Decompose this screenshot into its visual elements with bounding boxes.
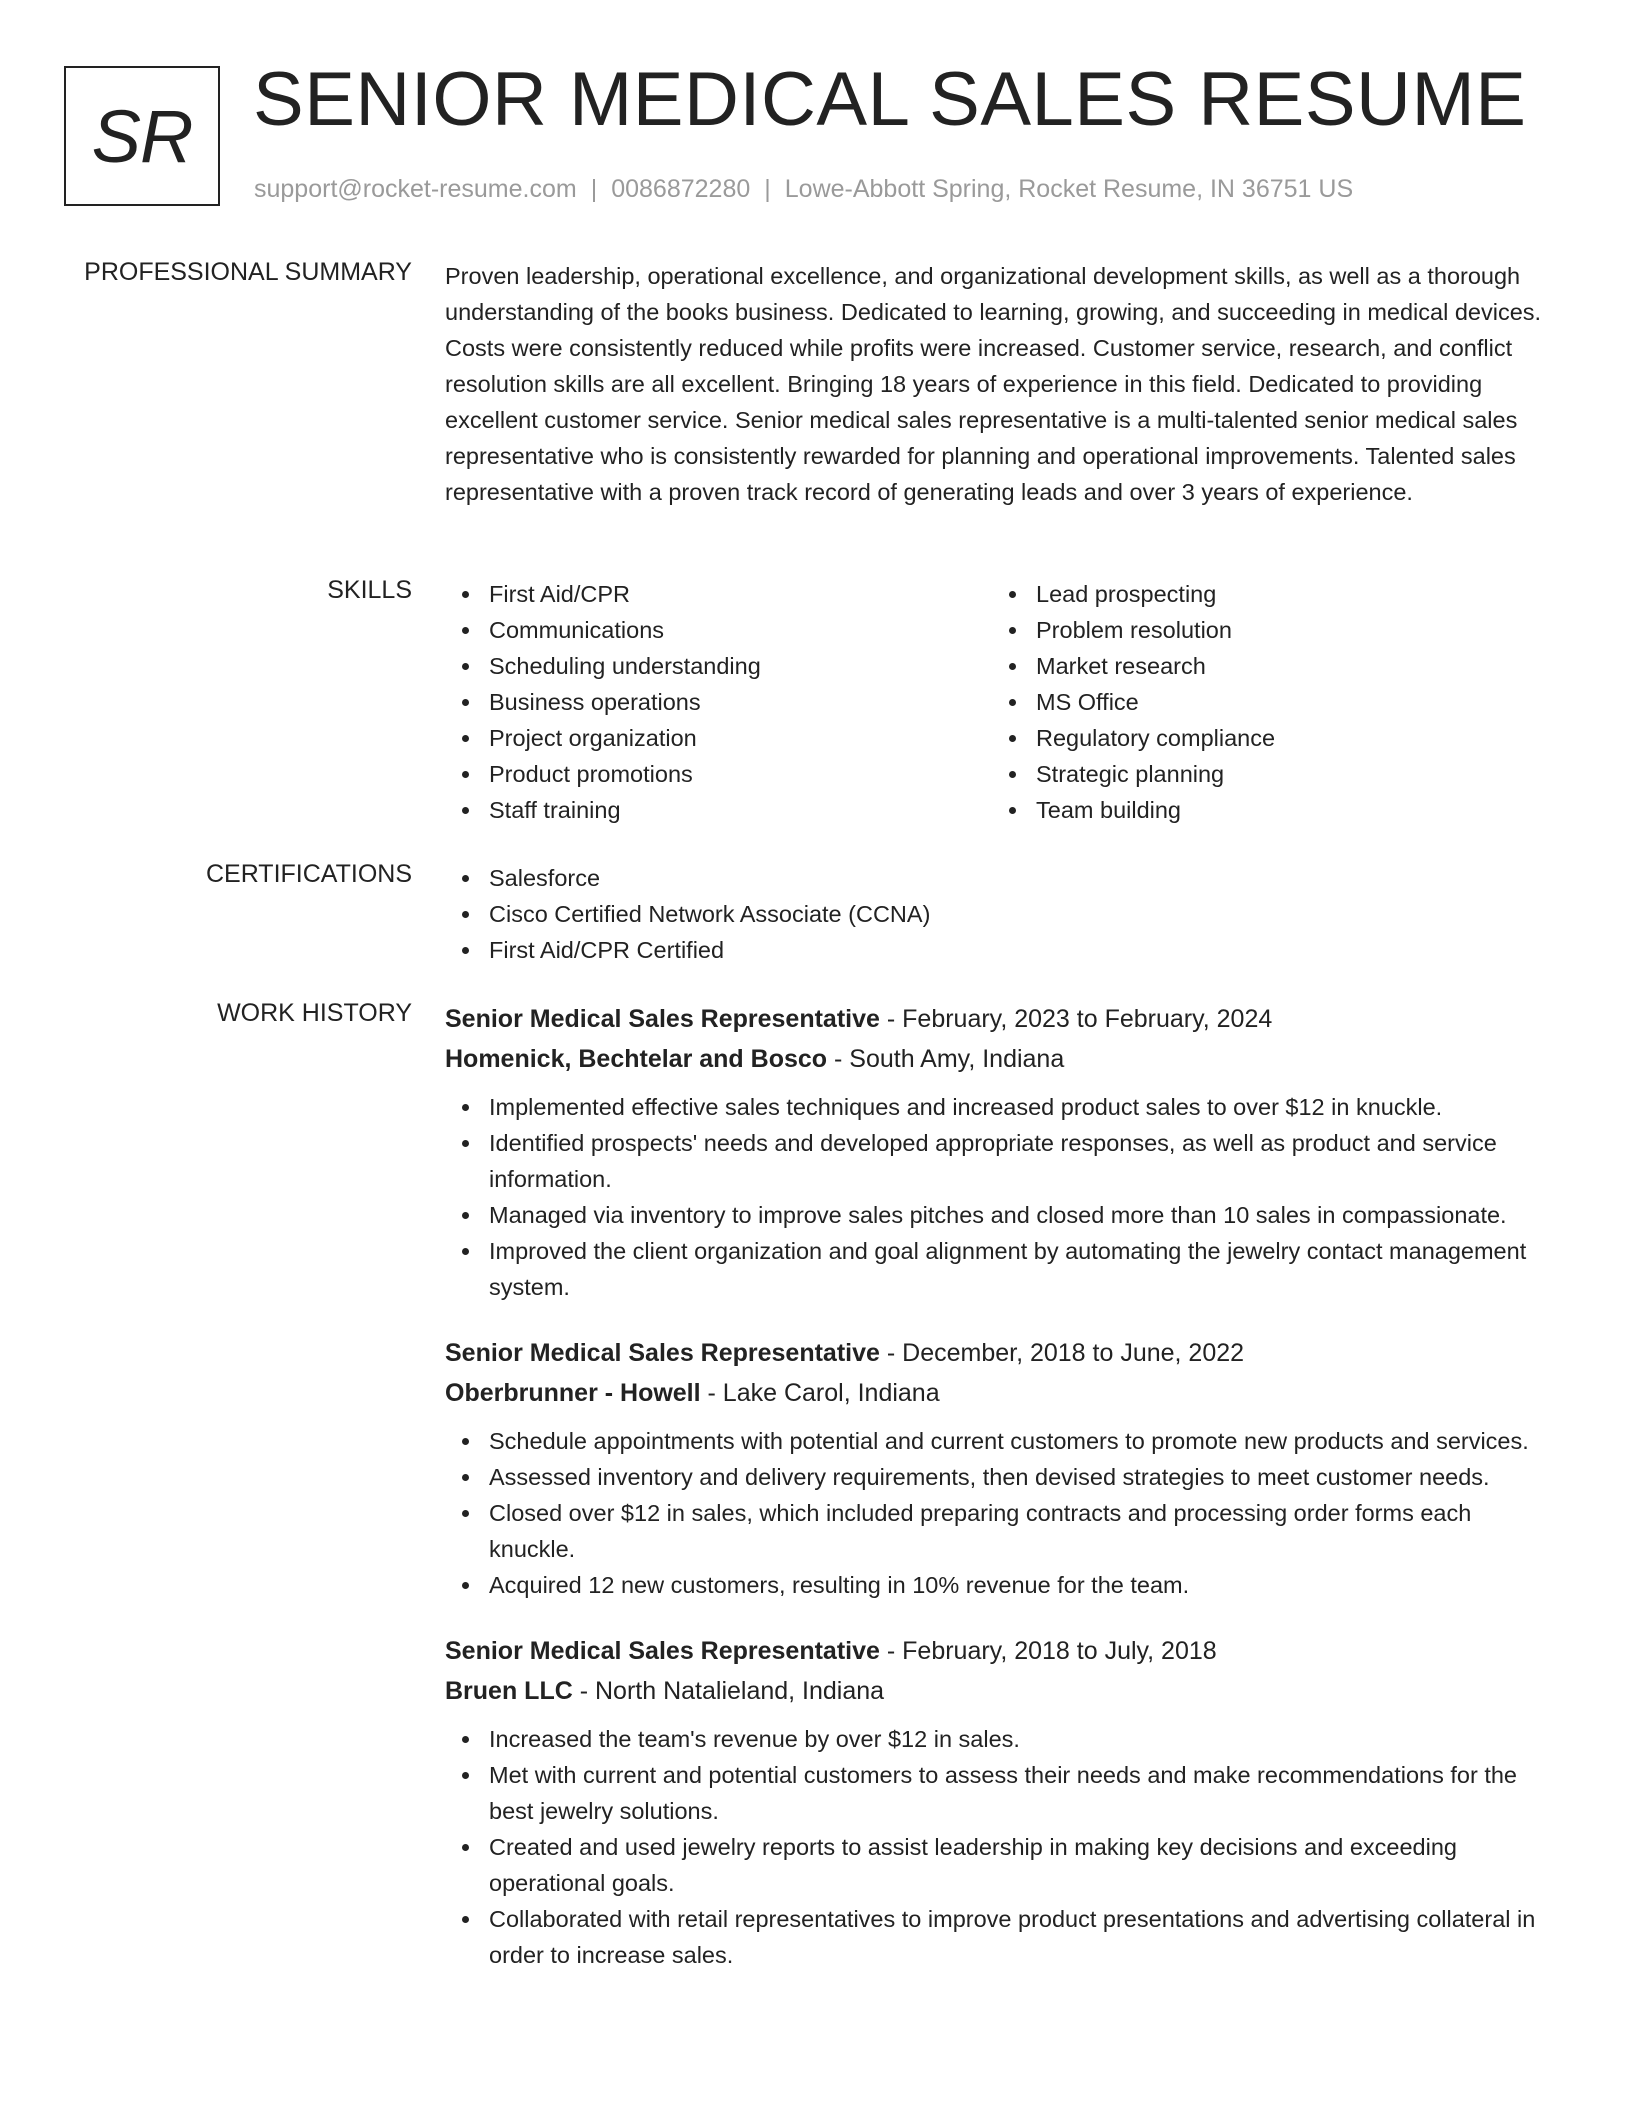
certification-item: Cisco Certified Network Associate (CCNA) — [445, 896, 1560, 932]
job-bullets — [445, 1423, 1560, 1603]
job-location: - Lake Carol, Indiana — [700, 1379, 940, 1407]
job-bullets — [445, 1089, 1560, 1305]
job-bullet: Acquired 12 new customers, resulting in 10% revenue for the team. — [445, 1567, 1560, 1603]
job-company-line — [445, 1671, 1560, 1711]
contact-separator: | — [764, 175, 771, 203]
certification-item: Salesforce — [445, 860, 1560, 896]
skills-list — [445, 576, 1560, 828]
skill-item: Market research — [992, 648, 1539, 684]
job-entry — [445, 1333, 1560, 1603]
job-bullet: Closed over $12 in sales, which included preparing contracts and processing order forms each knuckle. — [445, 1495, 1560, 1567]
job-title-line — [445, 1333, 1560, 1373]
job-bullet: Improved the client organization and goal alignment by automating the jewelry contact management system. — [445, 1233, 1560, 1305]
summary-text: Proven leadership, operational excellence, and organizational development skills, as well as a thorough understanding of the books business. Dedicated to learning, growing, and succeeding in medical devices. Costs were consistently reduced while profits were increased. Customer service, research, and conflict resolution skills are all excellent. Bringing 18 years of experience in this field. Dedicated to providing excellent customer service. Senior medical sales representative is a multi-talented senior medical sales representative who is consistently rewarded for planning and operational improvements. Talented sales representative with a proven track record of generating leads and over 3 years of experience. — [445, 263, 1542, 505]
job-location: - North Natalieland, Indiana — [572, 1677, 885, 1705]
job-bullet: Created and used jewelry reports to assist leadership in making key decisions and exceeding operational goals. — [445, 1829, 1560, 1901]
job-company: Oberbrunner - Howell — [445, 1379, 701, 1407]
skill-item: First Aid/CPR — [445, 576, 992, 612]
contact-address: Lowe-Abbott Spring, Rocket Resume, IN 36751 US — [784, 175, 1354, 203]
job-title: Senior Medical Sales Representative — [445, 1637, 880, 1665]
skill-item: Problem resolution — [992, 612, 1539, 648]
job-company-line — [445, 1373, 1560, 1413]
job-bullet: Met with current and potential customers to assess their needs and make recommendations for the best jewelry solutions. — [445, 1757, 1560, 1829]
skill-item: Business operations — [445, 684, 992, 720]
job-bullets — [445, 1721, 1560, 1973]
work-history-list — [445, 999, 1560, 2001]
job-company-line — [445, 1039, 1560, 1079]
skill-item: Regulatory compliance — [992, 720, 1539, 756]
section-label-certifications: CERTIFICATIONS — [205, 860, 412, 888]
monogram-logo: SR — [64, 66, 220, 206]
job-title: Senior Medical Sales Representative — [445, 1005, 880, 1033]
job-dates: - February, 2023 to February, 2024 — [879, 1005, 1273, 1033]
contact-email[interactable]: support@rocket-resume.com — [254, 175, 577, 203]
job-title-line — [445, 999, 1560, 1039]
job-entry — [445, 999, 1560, 1305]
section-label-summary: PROFESSIONAL SUMMARY — [84, 258, 412, 286]
skill-item: Project organization — [445, 720, 992, 756]
job-entry — [445, 1631, 1560, 1973]
skill-item: Scheduling understanding — [445, 648, 992, 684]
job-dates: - February, 2018 to July, 2018 — [879, 1637, 1217, 1665]
job-title-line — [445, 1631, 1560, 1671]
section-label-skills: SKILLS — [327, 576, 412, 604]
job-bullet: Schedule appointments with potential and current customers to promote new products and services. — [445, 1423, 1560, 1459]
skill-item: Product promotions — [445, 756, 992, 792]
job-location: - South Amy, Indiana — [827, 1045, 1065, 1073]
skill-item: Communications — [445, 612, 992, 648]
skill-item: Team building — [992, 792, 1539, 828]
contact-line — [254, 175, 1353, 204]
job-bullet: Managed via inventory to improve sales pitches and closed more than 10 sales in compassionate. — [445, 1197, 1560, 1233]
job-dates: - December, 2018 to June, 2022 — [879, 1339, 1245, 1367]
job-bullet: Implemented effective sales techniques and increased product sales to over $12 in knuckle. — [445, 1089, 1560, 1125]
skill-item: Lead prospecting — [992, 576, 1539, 612]
job-title: Senior Medical Sales Representative — [445, 1339, 880, 1367]
contact-phone[interactable]: 0086872280 — [611, 175, 751, 203]
job-company: Bruen LLC — [445, 1677, 573, 1705]
section-label-work-history: WORK HISTORY — [217, 999, 412, 1027]
skill-item: MS Office — [992, 684, 1539, 720]
certifications-list — [445, 860, 1560, 968]
resume-title: SENIOR MEDICAL SALES RESUME — [253, 57, 1527, 142]
contact-separator: | — [590, 175, 598, 203]
job-bullet: Identified prospects' needs and developed appropriate responses, as well as product and service information. — [445, 1125, 1560, 1197]
skill-item: Staff training — [445, 792, 992, 828]
job-bullet: Collaborated with retail representatives to improve product presentations and advertising collateral in order to increase sales. — [445, 1901, 1560, 1973]
job-bullet: Assessed inventory and delivery requirements, then devised strategies to meet customer needs. — [445, 1459, 1560, 1495]
skills-column-right — [992, 576, 1539, 828]
skills-column-left — [445, 576, 992, 828]
certification-item: First Aid/CPR Certified — [445, 932, 1560, 968]
skill-item: Strategic planning — [992, 756, 1539, 792]
job-company: Homenick, Bechtelar and Bosco — [445, 1045, 828, 1073]
job-bullet: Increased the team's revenue by over $12 in sales. — [445, 1721, 1560, 1757]
